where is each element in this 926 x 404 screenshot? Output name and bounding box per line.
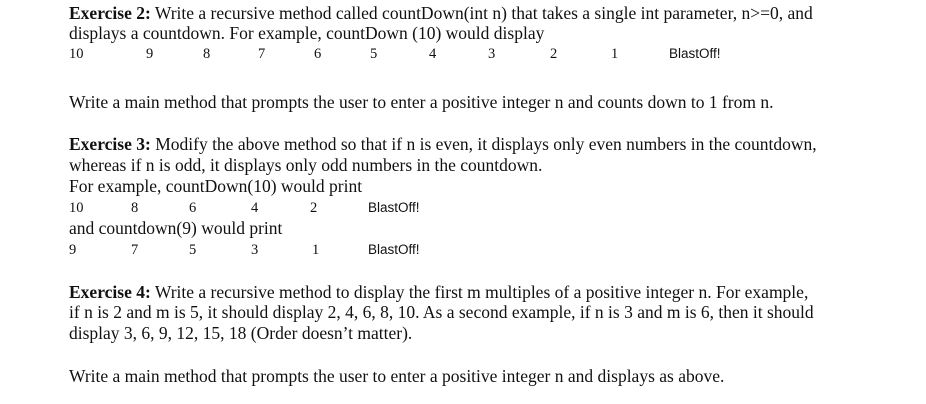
odd-number: 5 [189,242,197,258]
ex4-main-text: Write a main method that prompts the user to enter a positive integer n and displays as above. [69,366,725,386]
odd-number: 9 [69,242,77,258]
odd-number: 7 [131,242,139,258]
even-number: 2 [310,200,318,216]
odd-number: 1 [312,242,320,258]
countdown-number: 8 [203,46,211,62]
even-number: 4 [251,200,259,216]
countdown-number: 5 [370,46,378,62]
ex4-line1 [69,282,808,302]
countdown-number: 3 [488,46,496,62]
even-number: 8 [131,200,139,216]
ex3-line1-text: Modify the above method so that if n is even, it displays only even numbers in the countdown, [155,134,817,154]
blastoff-text: BlastOff! [368,242,420,257]
countdown-number: 4 [429,46,437,62]
ex2-line1-text: Write a recursive method called countDown(int n) that takes a single int parameter, n>=0, and [154,3,813,23]
countdown-number: 7 [258,46,266,62]
countdown-number: 1 [611,46,619,62]
ex4-line3: display 3, 6, 9, 12, 15, 18 (Order doesn’t matter). [69,323,413,343]
ex3-line4: and countdown(9) would print [69,218,283,238]
ex2-heading: Exercise 2: [69,3,151,23]
countdown-number: 6 [314,46,322,62]
ex3-line3: For example, countDown(10) would print [69,176,363,196]
countdown-number: 2 [550,46,558,62]
ex4-heading: Exercise 4: [69,282,151,302]
ex3-line2: whereas if n is odd, it displays only odd numbers in the countdown. [69,155,543,175]
ex4-line1-text: Write a recursive method to display the first m multiples of a positive integer n. For example, [154,282,809,302]
blastoff-text: BlastOff! [669,46,721,61]
countdown-number: 9 [146,46,154,62]
even-number: 6 [189,200,197,216]
countdown-number: 10 [69,46,84,62]
ex2-main-text: Write a main method that prompts the user to enter a positive integer n and counts down to 1 from n. [69,92,774,112]
ex2-line2: displays a countdown. For example, countDown (10) would display [69,23,545,43]
ex4-line2: if n is 2 and m is 5, it should display 2, 4, 6, 8, 10. As a second example, if n is 3 and m is 6, then it should [69,302,814,322]
even-number: 10 [69,200,84,216]
ex3-heading: Exercise 3: [69,134,151,154]
blastoff-text: BlastOff! [368,200,420,215]
odd-number: 3 [251,242,259,258]
